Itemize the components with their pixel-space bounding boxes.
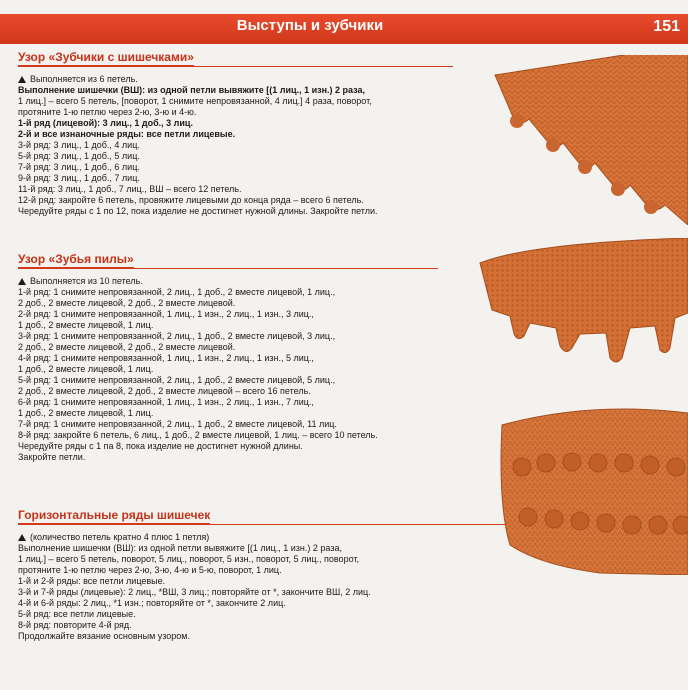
section-title-3: Горизонтальные ряды шишечек	[18, 508, 211, 522]
page-number: 151	[653, 18, 680, 35]
instr-line: 5-й ряд: все петли лицевые.	[18, 609, 136, 619]
section-title-1: Узор «Зубчики с шишечками»	[18, 50, 194, 64]
page-header-title: Выступы и зубчики	[236, 17, 384, 34]
instr-line: Чередуйте ряды с 1 па 8, пока изделие не достигнет нужной длины.	[18, 441, 303, 451]
instr-line: 8-й ряд: повторите 4-й ряд.	[18, 620, 132, 630]
instr-line: 1 лиц.] – всего 5 петель, поворот, 5 лиц., поворот, 5 изн., поворот, 5 лиц., поворот,	[18, 554, 360, 564]
instr-line: 5-й ряд: 3 лиц., 1 доб., 5 лиц.	[18, 151, 140, 161]
instr-line: 11-й ряд: 3 лиц., 1 доб., 7 лиц., ВШ – всего 12 петель.	[18, 184, 242, 194]
instr-line: 2-й ряд: 1 снимите непровязанной, 1 лиц., 1 изн., 2 лиц., 1 изн., 3 лиц.,	[18, 309, 314, 319]
instr-line: 1-й и 2-й ряды: все петли лицевые.	[18, 576, 166, 586]
instr-line: 1 доб., 2 вместе лицевой, 1 лиц.	[18, 320, 154, 330]
instr-line: 5-й ряд: 1 снимите непровязанной, 2 лиц., 1 доб., 2 вместе лицевой, 5 лиц.,	[18, 375, 336, 385]
instr-line: Выполнение шишечки (ВШ): из одной петли вывяжите [(1 лиц., 1 изн.) 2 раза,	[18, 85, 365, 95]
instr-line: Выполнение шишечки (ВШ): из одной петли вывяжите [(1 лиц., 1 изн.) 2 раза,	[18, 543, 342, 553]
instr-line: 2 доб., 2 вместе лицевой, 2 доб., 2 вместе лицевой – всего 16 петель.	[18, 386, 311, 396]
instr-line: 1 лиц.] – всего 5 петель, [поворот, 1 снимите непровязанной, 4 лиц.] 4 раза, поворот,	[18, 96, 372, 106]
knitted-edging-bobble-points	[455, 55, 688, 225]
instr-line: 12-й ряд: закройте 6 петель, провяжите лицевыми до конца ряда – всего 6 петель.	[18, 195, 364, 205]
instr-line: протяните 1-ю петлю через 2-ю, 3-ю, 4-ю и 5-ю, поворот, 1 лиц.	[18, 565, 282, 575]
instr-line: 3-й ряд: 3 лиц., 1 доб., 4 лиц.	[18, 140, 140, 150]
instr-line: 8-й ряд: закройте 6 петель, 6 лиц., 1 доб., 2 вместе лицевой, 1 лиц. – всего 10 петель.	[18, 430, 378, 440]
triangle-icon	[18, 278, 26, 285]
triangle-icon	[18, 76, 26, 83]
instr-line: 1 доб., 2 вместе лицевой, 1 лиц.	[18, 364, 154, 374]
instr-line: 1-й ряд (лицевой): 3 лиц., 1 доб., 3 лиц.	[18, 118, 193, 128]
instr-line: протяните 1-ю петлю через 2-ю, 3-ю и 4-ю.	[18, 107, 197, 117]
instr-line: Выполняется из 10 петель.	[18, 276, 448, 287]
instr-line: (количество петель кратно 4 плюс 1 петля)	[18, 532, 488, 543]
instr-line: 9-й ряд: 3 лиц., 1 доб., 7 лиц.	[18, 173, 140, 183]
triangle-icon	[18, 534, 26, 541]
instructions-1	[18, 74, 448, 217]
section-title-2: Узор «Зубья пилы»	[18, 252, 134, 266]
section-divider-2	[18, 268, 438, 269]
instr-line: Продолжайте вязание основным узором.	[18, 631, 190, 641]
instructions-2	[18, 276, 448, 463]
instr-line: Чередуйте ряды с 1 по 12, пока изделие не достигнет нужной длины. Закройте петли.	[18, 206, 378, 216]
instr-line: 6-й ряд: 1 снимите непровязанной, 1 лиц., 1 изн., 2 лиц., 1 изн., 7 лиц.,	[18, 397, 314, 407]
instr-line: 2 доб., 2 вместе лицевой, 2 доб., 2 вместе лицевой.	[18, 342, 236, 352]
instr-line: 2 доб., 2 вместе лицевой, 2 доб., 2 вместе лицевой.	[18, 298, 236, 308]
instructions-3	[18, 532, 488, 642]
instr-line: 2-й и все изнаночные ряды: все петли лицевые.	[18, 129, 236, 139]
instr-line: 3-й и 7-й ряды (лицевые): 2 лиц., *ВШ, 3 лиц.; повторяйте от *, закончите ВШ, 2 лиц.	[18, 587, 371, 597]
knitted-edging-saw-teeth	[470, 238, 688, 368]
instr-line: Закройте петли.	[18, 452, 86, 462]
knitted-edging-bobble-rows	[480, 405, 688, 575]
instr-line: 7-й ряд: 1 снимите непровязанной, 2 лиц., 1 доб., 2 вместе лицевой, 11 лиц.	[18, 419, 337, 429]
instr-line: Выполняется из 6 петель.	[18, 74, 448, 85]
instr-line: 1-й ряд: 1 снимите непровязанной, 2 лиц., 1 доб., 2 вместе лицевой, 1 лиц.,	[18, 287, 336, 297]
instr-line: 7-й ряд: 3 лиц., 1 доб., 6 лиц.	[18, 162, 140, 172]
instr-line: 1 доб., 2 вместе лицевой, 1 лиц.	[18, 408, 154, 418]
instr-line: 3-й ряд: 1 снимите непровязанной, 2 лиц., 1 доб., 2 вместе лицевой, 3 лиц.,	[18, 331, 336, 341]
instr-line: 4-й и 6-й ряды: 2 лиц., *1 изн.; повторяйте от *, закончите 2 лиц.	[18, 598, 286, 608]
instr-line: 4-й ряд: 1 снимите непровязанной, 1 лиц., 1 изн., 2 лиц., 1 изн., 5 лиц.,	[18, 353, 314, 363]
section-divider-1	[18, 66, 453, 67]
